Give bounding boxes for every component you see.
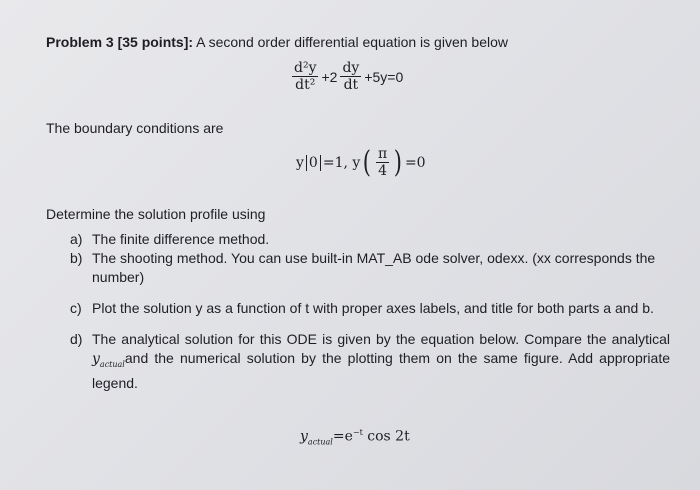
bc-y: y: [296, 154, 304, 171]
task-text-d-post: and the numerical solution by the plotting them on the same figure. Add appropriate legend.: [92, 350, 670, 391]
bc-end: =0: [404, 154, 426, 171]
analytical-solution-equation: [300, 428, 410, 446]
second-derivative-numerator: d²y: [294, 60, 317, 76]
task-marker-a: a): [70, 231, 83, 247]
y-actual-symbol: y: [300, 428, 308, 445]
first-derivative-fraction: [340, 60, 361, 93]
y-actual-cos: cos 2t: [362, 428, 410, 445]
bc-paren-left: (: [363, 144, 372, 180]
task-list: [70, 230, 670, 393]
task-text-c: Plot the solution y as a function of t with proper axes labels, and title for both parts a and b.: [92, 300, 654, 316]
y-actual-subscript: actual: [307, 437, 333, 447]
bc-zero: 0: [308, 154, 318, 171]
pi-over-four-fraction: [376, 146, 389, 179]
determine-heading: Determine the solution profile using: [46, 206, 266, 222]
task-text-d: [92, 330, 670, 393]
task-item-a: [70, 230, 670, 249]
y-actual-exponent: −t: [352, 428, 363, 437]
y-actual-inline-sub: actual: [99, 359, 125, 369]
task-text-d-pre: The analytical solution for this ODE is given by the equation below. Compare the analytical: [92, 331, 670, 347]
problem-title: Problem 3 [35 points]:: [46, 34, 194, 50]
task-item-c: [70, 299, 670, 318]
ode-plus-two: +2: [321, 68, 338, 85]
ode-equation: [290, 60, 404, 93]
task-item-b: [70, 249, 670, 287]
second-derivative-fraction: [292, 60, 318, 93]
task-item-d: [70, 330, 670, 393]
task-marker-d: d): [70, 331, 83, 347]
y-actual-eq: =e: [332, 428, 353, 445]
boundary-conditions-label: The boundary conditions are: [46, 120, 224, 136]
four-denominator: 4: [378, 163, 388, 179]
task-text-b: The shooting method. You can use built-in MAT_AB ode solver, odexx. (xx corresponds the number): [92, 250, 656, 285]
task-marker-b: b): [70, 250, 83, 266]
problem-header: [46, 34, 508, 50]
boundary-conditions-equation: [296, 146, 426, 179]
y-actual-inline: [92, 351, 125, 367]
task-text-a: The finite difference method.: [92, 231, 270, 247]
bc-paren-right: ): [393, 144, 403, 180]
bc-bar-left: [306, 155, 307, 171]
second-derivative-denominator: dt²: [295, 77, 316, 93]
first-derivative-denominator: dt: [343, 77, 359, 93]
bc-mid: =1, y: [322, 154, 361, 171]
bc-bar-right: [320, 155, 321, 171]
pi-numerator: π: [378, 146, 388, 162]
ode-tail: +5y=0: [364, 68, 404, 85]
y-actual-inline-y: y: [92, 351, 100, 367]
first-derivative-numerator: dy: [342, 60, 360, 76]
problem-intro: A second order differential equation is given below: [193, 34, 508, 50]
task-marker-c: c): [70, 300, 82, 316]
